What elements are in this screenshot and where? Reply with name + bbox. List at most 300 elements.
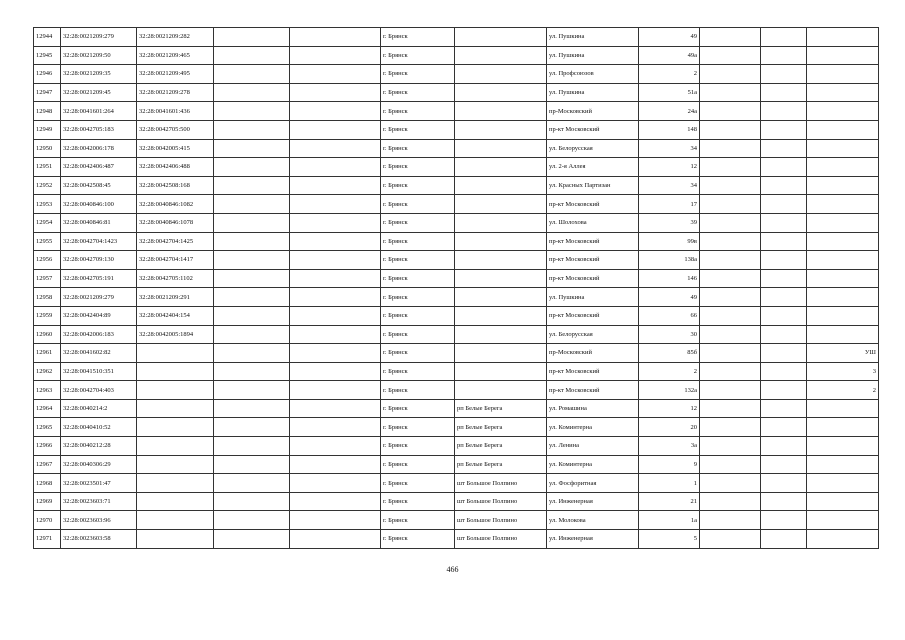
table-cell: 32:28:0021209:282 bbox=[137, 28, 214, 47]
table-cell bbox=[807, 306, 879, 325]
table-cell bbox=[807, 511, 879, 530]
table-cell: 138а bbox=[639, 251, 700, 270]
table-cell bbox=[455, 213, 547, 232]
table-cell: 32:28:0042406:487 bbox=[61, 158, 137, 177]
table-cell bbox=[455, 362, 547, 381]
table-row bbox=[34, 511, 879, 530]
table-cell bbox=[807, 102, 879, 121]
table-cell: 3 bbox=[807, 362, 879, 381]
table-cell bbox=[290, 492, 381, 511]
table-cell bbox=[290, 530, 381, 549]
table-row bbox=[34, 306, 879, 325]
table-row bbox=[34, 213, 879, 232]
table-cell: г. Брянск bbox=[381, 288, 455, 307]
table-cell bbox=[700, 158, 761, 177]
table-cell: ул. Фосфоритная bbox=[547, 474, 639, 493]
table-cell bbox=[290, 232, 381, 251]
table-cell: шт Большое Полпино bbox=[455, 530, 547, 549]
register-table bbox=[33, 27, 879, 549]
table-cell bbox=[807, 158, 879, 177]
table-row bbox=[34, 232, 879, 251]
table-cell bbox=[700, 530, 761, 549]
table-cell bbox=[290, 195, 381, 214]
table-cell: 49а bbox=[639, 46, 700, 65]
table-cell: 30 bbox=[639, 325, 700, 344]
table-cell: 12970 bbox=[34, 511, 61, 530]
table-cell: 12963 bbox=[34, 381, 61, 400]
table-cell bbox=[290, 399, 381, 418]
table-cell: 5 bbox=[639, 530, 700, 549]
table-cell: ул. Инженерная bbox=[547, 492, 639, 511]
table-cell bbox=[137, 399, 214, 418]
table-cell: г. Брянск bbox=[381, 176, 455, 195]
table-cell bbox=[214, 288, 290, 307]
table-cell: 2 bbox=[807, 381, 879, 400]
table-cell: ул. Ромашина bbox=[547, 399, 639, 418]
table-row bbox=[34, 325, 879, 344]
table-cell: пр-кт Московский bbox=[547, 251, 639, 270]
table-cell: 32:28:0041602:82 bbox=[61, 344, 137, 363]
table-cell bbox=[290, 325, 381, 344]
table-cell: г. Брянск bbox=[381, 530, 455, 549]
table-cell: ул. Инженерная bbox=[547, 530, 639, 549]
table-cell bbox=[807, 492, 879, 511]
table-cell: 12968 bbox=[34, 474, 61, 493]
table-cell bbox=[761, 474, 807, 493]
table-row bbox=[34, 28, 879, 47]
table-cell bbox=[761, 176, 807, 195]
table-cell: 34 bbox=[639, 176, 700, 195]
table-cell bbox=[455, 176, 547, 195]
table-cell bbox=[761, 65, 807, 84]
table-cell: 32:28:0042404:154 bbox=[137, 306, 214, 325]
table-cell bbox=[137, 455, 214, 474]
table-cell bbox=[700, 195, 761, 214]
table-cell bbox=[214, 176, 290, 195]
table-row bbox=[34, 418, 879, 437]
table-cell: 132а bbox=[639, 381, 700, 400]
table-cell: г. Брянск bbox=[381, 28, 455, 47]
table-cell: 85б bbox=[639, 344, 700, 363]
table-cell bbox=[137, 344, 214, 363]
table-cell bbox=[455, 46, 547, 65]
table-cell: 32:28:0040846:81 bbox=[61, 213, 137, 232]
table-row bbox=[34, 269, 879, 288]
table-cell: г. Брянск bbox=[381, 418, 455, 437]
page-number: 466 bbox=[446, 565, 459, 574]
table-cell: 12964 bbox=[34, 399, 61, 418]
table-cell bbox=[214, 474, 290, 493]
table-row bbox=[34, 139, 879, 158]
table-cell bbox=[214, 269, 290, 288]
table-cell bbox=[700, 418, 761, 437]
table-cell: 12969 bbox=[34, 492, 61, 511]
table-row bbox=[34, 46, 879, 65]
table-row bbox=[34, 381, 879, 400]
table-cell: 32:28:0040410:52 bbox=[61, 418, 137, 437]
table-cell: пр-кт Московский bbox=[547, 195, 639, 214]
table-cell bbox=[290, 511, 381, 530]
table-cell: ул. Белорусская bbox=[547, 325, 639, 344]
table-cell bbox=[700, 362, 761, 381]
table-cell bbox=[700, 176, 761, 195]
table-row bbox=[34, 158, 879, 177]
table-cell bbox=[455, 288, 547, 307]
table-cell bbox=[214, 158, 290, 177]
table-cell: 32:28:0042709:130 bbox=[61, 251, 137, 270]
table-cell bbox=[761, 288, 807, 307]
table-cell bbox=[700, 325, 761, 344]
table-cell bbox=[700, 344, 761, 363]
table-cell bbox=[700, 288, 761, 307]
table-cell bbox=[807, 213, 879, 232]
table-cell: г. Брянск bbox=[381, 139, 455, 158]
table-cell: 32:28:0023603:96 bbox=[61, 511, 137, 530]
table-cell bbox=[214, 306, 290, 325]
table-cell: 32:28:0040212:28 bbox=[61, 437, 137, 456]
table-cell bbox=[700, 120, 761, 139]
table-cell: г. Брянск bbox=[381, 269, 455, 288]
table-cell bbox=[761, 492, 807, 511]
table-cell bbox=[455, 139, 547, 158]
table-cell bbox=[700, 399, 761, 418]
table-cell bbox=[455, 325, 547, 344]
table-cell: 1а bbox=[639, 511, 700, 530]
table-cell bbox=[700, 474, 761, 493]
table-cell: 12967 bbox=[34, 455, 61, 474]
table-cell bbox=[807, 176, 879, 195]
table-cell bbox=[455, 65, 547, 84]
table-cell: 9 bbox=[639, 455, 700, 474]
table-cell bbox=[761, 251, 807, 270]
table-cell bbox=[700, 83, 761, 102]
table-cell bbox=[807, 65, 879, 84]
table-cell bbox=[807, 28, 879, 47]
table-cell bbox=[290, 213, 381, 232]
table-cell: г. Брянск bbox=[381, 65, 455, 84]
table-cell: 12960 bbox=[34, 325, 61, 344]
table-row bbox=[34, 65, 879, 84]
table-cell bbox=[137, 511, 214, 530]
table-cell bbox=[761, 269, 807, 288]
table-cell bbox=[700, 455, 761, 474]
table-cell: г. Брянск bbox=[381, 437, 455, 456]
table-cell bbox=[761, 195, 807, 214]
table-cell bbox=[761, 83, 807, 102]
table-row bbox=[34, 344, 879, 363]
table-cell bbox=[761, 455, 807, 474]
table-cell: 32:28:0042508:168 bbox=[137, 176, 214, 195]
table-cell bbox=[455, 28, 547, 47]
table-cell bbox=[761, 418, 807, 437]
table-cell bbox=[214, 28, 290, 47]
table-cell: 32:28:0023501:47 bbox=[61, 474, 137, 493]
table-cell: шт Большое Полпино bbox=[455, 511, 547, 530]
table-cell: рп Белые Берега bbox=[455, 455, 547, 474]
table-cell bbox=[214, 65, 290, 84]
table-cell: 12947 bbox=[34, 83, 61, 102]
table-cell: 32:28:0041601:264 bbox=[61, 102, 137, 121]
table-cell bbox=[807, 83, 879, 102]
table-cell: шт Большое Полпино bbox=[455, 492, 547, 511]
table-cell: 32:28:0040846:100 bbox=[61, 195, 137, 214]
table-cell bbox=[807, 455, 879, 474]
table-cell bbox=[137, 530, 214, 549]
table-cell: рп Белые Берега bbox=[455, 437, 547, 456]
table-cell bbox=[455, 381, 547, 400]
table-row bbox=[34, 251, 879, 270]
table-cell bbox=[214, 492, 290, 511]
table-cell: 12 bbox=[639, 399, 700, 418]
table-cell: 2 bbox=[639, 65, 700, 84]
table-cell: 39 bbox=[639, 213, 700, 232]
table-cell: г. Брянск bbox=[381, 362, 455, 381]
table-cell: ул. Молокова bbox=[547, 511, 639, 530]
table-cell: 66 bbox=[639, 306, 700, 325]
table-cell: пр-Московский bbox=[547, 344, 639, 363]
table-cell bbox=[761, 437, 807, 456]
table-cell: 32:28:0042406:488 bbox=[137, 158, 214, 177]
table-cell: 32:28:0042005:415 bbox=[137, 139, 214, 158]
table-cell: 32:28:0042404:89 bbox=[61, 306, 137, 325]
table-cell bbox=[137, 492, 214, 511]
table-cell: г. Брянск bbox=[381, 213, 455, 232]
table-cell bbox=[807, 437, 879, 456]
table-cell: 24а bbox=[639, 102, 700, 121]
table-cell bbox=[214, 418, 290, 437]
table-cell: 32:28:0041601:436 bbox=[137, 102, 214, 121]
table-cell bbox=[761, 102, 807, 121]
table-cell: ул. Пушкина bbox=[547, 288, 639, 307]
table-cell: г. Брянск bbox=[381, 492, 455, 511]
table-cell: 12 bbox=[639, 158, 700, 177]
table-cell: 32:28:0021209:291 bbox=[137, 288, 214, 307]
table-cell bbox=[700, 139, 761, 158]
table-cell: пр-кт Московский bbox=[547, 120, 639, 139]
table-cell bbox=[455, 158, 547, 177]
table-cell: 32:28:0042704:1417 bbox=[137, 251, 214, 270]
table-cell bbox=[214, 344, 290, 363]
table-cell: 99в bbox=[639, 232, 700, 251]
table-cell bbox=[761, 46, 807, 65]
table-cell: пр-кт Московский bbox=[547, 381, 639, 400]
table-row bbox=[34, 399, 879, 418]
table-cell: 21 bbox=[639, 492, 700, 511]
table-cell: 32:28:0021209:45 bbox=[61, 83, 137, 102]
table-cell: 12956 bbox=[34, 251, 61, 270]
table-cell bbox=[761, 213, 807, 232]
table-cell bbox=[290, 288, 381, 307]
table-cell: 12965 bbox=[34, 418, 61, 437]
table-cell bbox=[290, 46, 381, 65]
table-cell: ул. 2-я Аллея bbox=[547, 158, 639, 177]
table-cell: 20 bbox=[639, 418, 700, 437]
table-cell: г. Брянск bbox=[381, 158, 455, 177]
table-cell bbox=[214, 362, 290, 381]
table-cell: пр-кт Московский bbox=[547, 362, 639, 381]
table-cell bbox=[290, 102, 381, 121]
table-cell: 148 bbox=[639, 120, 700, 139]
table-row bbox=[34, 437, 879, 456]
table-cell: 32:28:0040846:1082 bbox=[137, 195, 214, 214]
table-cell: 32:28:0021209:465 bbox=[137, 46, 214, 65]
table-cell bbox=[214, 120, 290, 139]
table-cell: 12961 bbox=[34, 344, 61, 363]
table-cell: 32:28:0042704:403 bbox=[61, 381, 137, 400]
table-cell: 12952 bbox=[34, 176, 61, 195]
table-cell: 12950 bbox=[34, 139, 61, 158]
table-cell bbox=[807, 474, 879, 493]
table-cell bbox=[700, 102, 761, 121]
table-cell bbox=[455, 306, 547, 325]
table-cell bbox=[807, 269, 879, 288]
table-cell bbox=[700, 232, 761, 251]
table-cell: 34 bbox=[639, 139, 700, 158]
table-row bbox=[34, 83, 879, 102]
table-cell bbox=[137, 437, 214, 456]
table-cell bbox=[214, 232, 290, 251]
table-cell bbox=[137, 362, 214, 381]
table-cell bbox=[807, 120, 879, 139]
table-cell: 12959 bbox=[34, 306, 61, 325]
table-cell: 12955 bbox=[34, 232, 61, 251]
table-cell bbox=[214, 83, 290, 102]
table-cell: г. Брянск bbox=[381, 102, 455, 121]
table-cell bbox=[290, 306, 381, 325]
table-cell: 32:28:0041510:351 bbox=[61, 362, 137, 381]
table-cell bbox=[455, 120, 547, 139]
table-cell: ул. Коминтерна bbox=[547, 455, 639, 474]
table-cell: 32:28:0042705:191 bbox=[61, 269, 137, 288]
table-cell bbox=[700, 437, 761, 456]
table-row bbox=[34, 102, 879, 121]
table-cell: г. Брянск bbox=[381, 511, 455, 530]
table-cell: г. Брянск bbox=[381, 83, 455, 102]
table-cell: г. Брянск bbox=[381, 474, 455, 493]
table-cell bbox=[700, 269, 761, 288]
table-cell bbox=[455, 102, 547, 121]
table-cell: 32:28:0042704:1425 bbox=[137, 232, 214, 251]
table-cell: 12949 bbox=[34, 120, 61, 139]
table-cell: 17 bbox=[639, 195, 700, 214]
table-cell bbox=[807, 418, 879, 437]
table-cell: 12946 bbox=[34, 65, 61, 84]
table-cell bbox=[290, 65, 381, 84]
table-cell bbox=[214, 102, 290, 121]
table-cell bbox=[290, 418, 381, 437]
table-cell bbox=[807, 288, 879, 307]
table-cell bbox=[700, 381, 761, 400]
table-cell bbox=[214, 251, 290, 270]
table-row bbox=[34, 492, 879, 511]
table-cell: г. Брянск bbox=[381, 46, 455, 65]
table-cell bbox=[214, 530, 290, 549]
table-cell bbox=[290, 437, 381, 456]
table-cell bbox=[761, 530, 807, 549]
table-cell: 32:28:0042005:1894 bbox=[137, 325, 214, 344]
table-cell: 49 bbox=[639, 288, 700, 307]
table-cell bbox=[214, 455, 290, 474]
table-cell bbox=[290, 83, 381, 102]
table-cell: 32:28:0023603:71 bbox=[61, 492, 137, 511]
table-row bbox=[34, 362, 879, 381]
table-cell: 32:28:0040846:1078 bbox=[137, 213, 214, 232]
table-cell: г. Брянск bbox=[381, 325, 455, 344]
table-body bbox=[34, 28, 879, 549]
table-cell bbox=[214, 213, 290, 232]
table-cell: г. Брянск bbox=[381, 399, 455, 418]
table-cell: рп Белые Берега bbox=[455, 399, 547, 418]
table-cell: 12962 bbox=[34, 362, 61, 381]
table-cell bbox=[761, 511, 807, 530]
table-cell: 32:28:0021209:279 bbox=[61, 288, 137, 307]
table-cell bbox=[214, 325, 290, 344]
table-cell bbox=[214, 381, 290, 400]
table-cell bbox=[214, 195, 290, 214]
table-cell: 51а bbox=[639, 83, 700, 102]
table-cell bbox=[761, 362, 807, 381]
table-cell: 12958 bbox=[34, 288, 61, 307]
table-cell bbox=[290, 176, 381, 195]
table-cell: г. Брянск bbox=[381, 120, 455, 139]
table-cell bbox=[137, 474, 214, 493]
table-cell bbox=[700, 511, 761, 530]
table-cell: ул. Ленина bbox=[547, 437, 639, 456]
table-cell bbox=[807, 325, 879, 344]
table-cell bbox=[137, 418, 214, 437]
table-cell bbox=[807, 399, 879, 418]
table-cell: г. Брянск bbox=[381, 455, 455, 474]
table-cell bbox=[807, 139, 879, 158]
table-cell: г. Брянск bbox=[381, 344, 455, 363]
table-cell: ул. Красных Партизан bbox=[547, 176, 639, 195]
table-cell bbox=[761, 158, 807, 177]
table-cell: 2 bbox=[639, 362, 700, 381]
table-row bbox=[34, 120, 879, 139]
table-row bbox=[34, 176, 879, 195]
table-cell bbox=[761, 325, 807, 344]
table-cell bbox=[214, 399, 290, 418]
table-cell: 32:28:0021209:50 bbox=[61, 46, 137, 65]
table-cell bbox=[290, 28, 381, 47]
table-cell: г. Брянск bbox=[381, 232, 455, 251]
table-cell: УШ bbox=[807, 344, 879, 363]
table-cell: шт Большое Полпино bbox=[455, 474, 547, 493]
table-cell bbox=[290, 139, 381, 158]
table-cell: 32:28:0042705:1102 bbox=[137, 269, 214, 288]
table-cell bbox=[290, 251, 381, 270]
table-cell bbox=[290, 158, 381, 177]
table-cell bbox=[290, 474, 381, 493]
table-cell bbox=[455, 195, 547, 214]
table-cell: 12951 bbox=[34, 158, 61, 177]
table-cell bbox=[761, 139, 807, 158]
table-cell: 12945 bbox=[34, 46, 61, 65]
table-cell bbox=[214, 511, 290, 530]
table-cell bbox=[290, 362, 381, 381]
table-cell bbox=[807, 232, 879, 251]
table-cell: пр-кт Московский bbox=[547, 269, 639, 288]
table-cell bbox=[700, 306, 761, 325]
table-cell bbox=[455, 83, 547, 102]
table-cell bbox=[761, 381, 807, 400]
table-cell: 32:28:0042006:183 bbox=[61, 325, 137, 344]
table-cell: 32:28:0021209:278 bbox=[137, 83, 214, 102]
table-cell: ул. Коминтерна bbox=[547, 418, 639, 437]
table-cell: ул. Шолохова bbox=[547, 213, 639, 232]
table-cell: 32:28:0042704:1423 bbox=[61, 232, 137, 251]
table-cell bbox=[807, 530, 879, 549]
